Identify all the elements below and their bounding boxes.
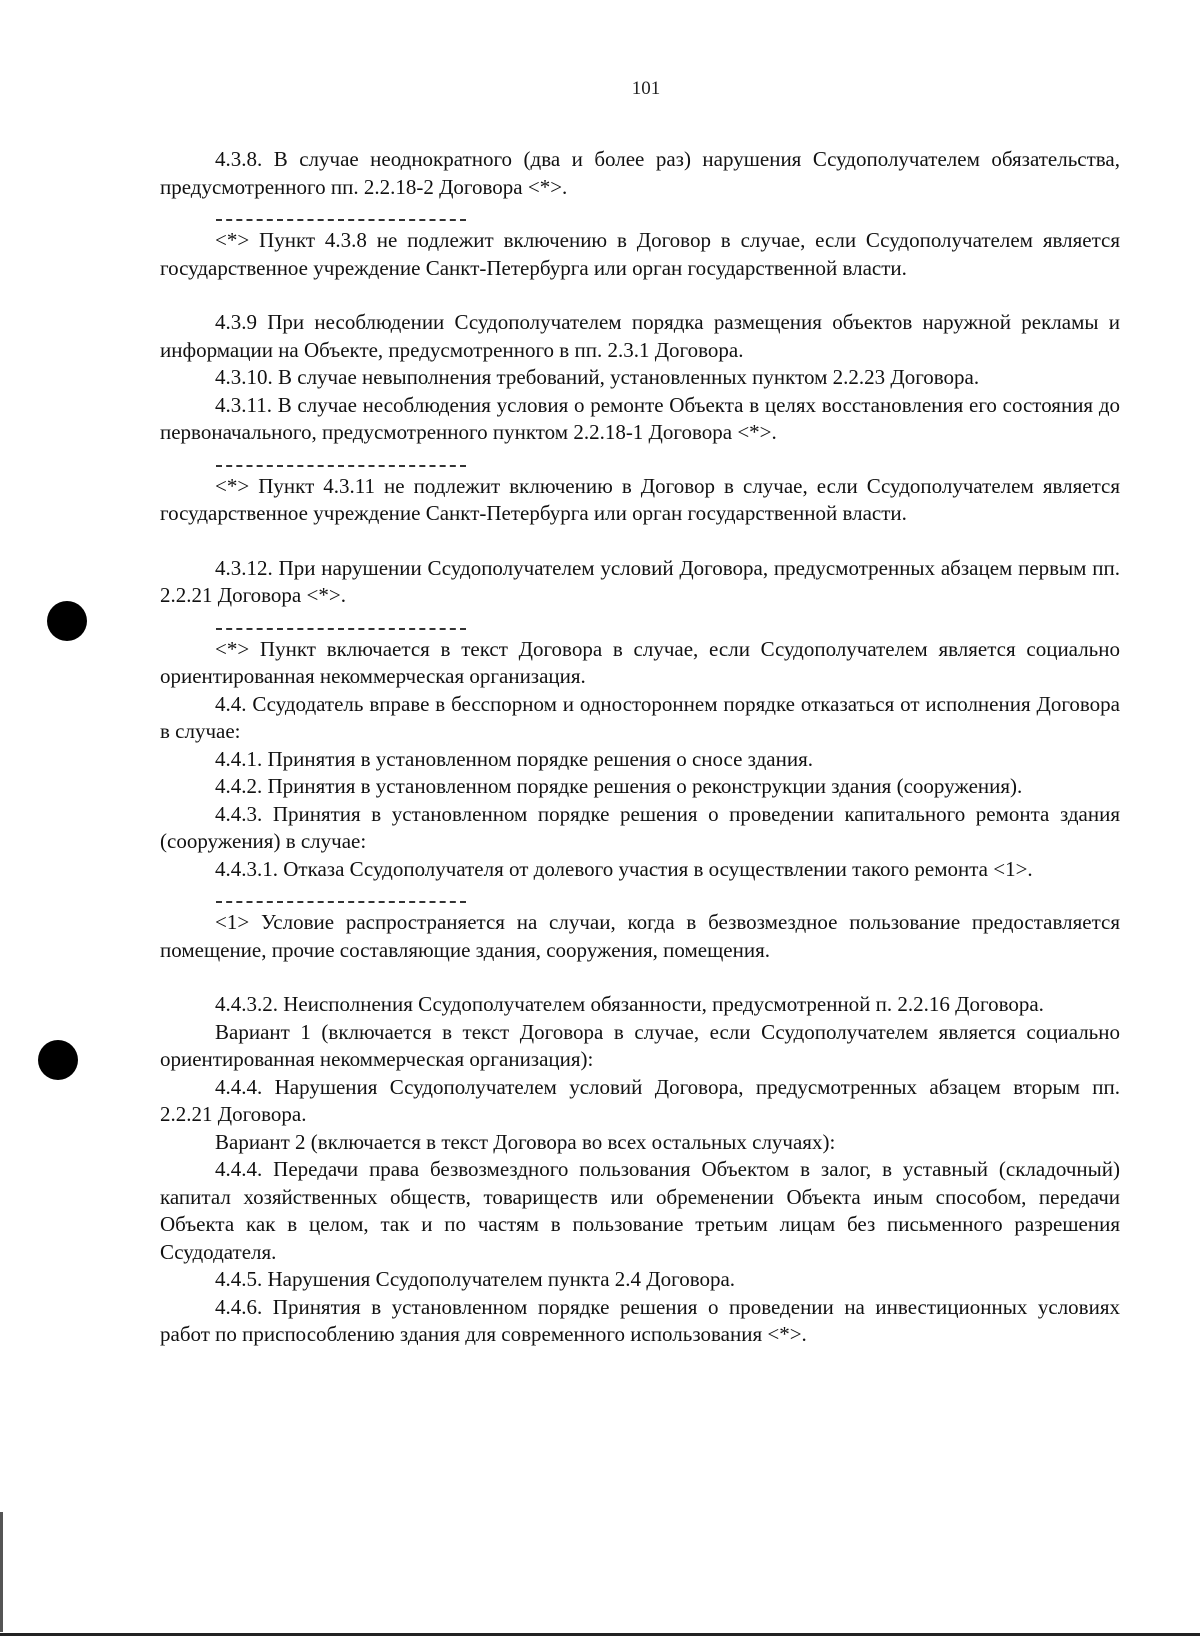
variant-1-note: Вариант 1 (включается в текст Договора в случае, если Ссудополучателем является социально ориентированная некоммерческая организация):	[160, 1019, 1120, 1071]
variant-2-note: Вариант 2 (включается в текст Договора во всех остальных случаях):	[215, 1129, 836, 1154]
document-body	[160, 146, 1120, 1349]
clause-4-4-2: 4.4.2. Принятия в установленном порядке решения о реконструкции здания (сооружения).	[215, 774, 1023, 798]
footnote-separator	[216, 453, 466, 467]
clause-4-3-8: 4.3.8. В случае неоднократного (два и более раз) нарушения Ссудополучателем обязательства, предусмотренного пп. 2.2.18-2 Договора <*>.	[160, 147, 1120, 199]
clause-4-4-3-2: 4.4.3.2. Неисполнения Ссудополучателем обязанности, предусмотренной п. 2.2.16 Договора.	[215, 992, 1044, 1016]
clause-4-3-10: 4.3.10. В случае невыполнения требований, установленных пунктом 2.2.23 Договора.	[215, 365, 980, 389]
footnote-separator	[216, 889, 466, 903]
footnote-4-3-8: <*> Пункт 4.3.8 не подлежит включению в Договор в случае, если Ссудополучателем является государственное учреждение Санкт-Петербурга или орган государственной власти.	[160, 228, 1120, 280]
clause-4-4-3: 4.4.3. Принятия в установленном порядке решения о проведении капитального ремонта здания (сооружения) в случае:	[160, 801, 1120, 853]
spacer	[160, 282, 1120, 309]
footnote-1: <1> Условие распространяется на случаи, когда в безвозмездное пользование предоставляется помещение, прочие составляющие здания, сооружения, помещения.	[160, 910, 1120, 962]
clause-4-4-5: 4.4.5. Нарушения Ссудополучателем пункта 2.4 Договора.	[215, 1267, 736, 1291]
clause-4-4-4-variant-2: 4.4.4. Передачи права безвозмездного пользования Объектом в залог, в уставный (складочный) капитал хозяйственных обществ, товариществ или обременении Объекта иным способом, передачи Объекта как в целом, так и по частям в пользование третьим лицам без письменного разрешения Ссудодателя.	[160, 1157, 1120, 1264]
clause-4-3-9: 4.3.9 При несоблюдении Ссудополучателем порядка размещения объектов наружной рекламы и информации на Объекте, предусмотренного в пп. 2.3.1 Договора.	[160, 310, 1120, 362]
clause-4-4-6: 4.4.6. Принятия в установленном порядке решения о проведении на инвестиционных условиях работ по приспособлению здания для современного использования <*>.	[160, 1294, 1120, 1346]
clause-4-3-11: 4.3.11. В случае несоблюдения условия о ремонте Объекта в целях восстановления его состояния до первоначального, предусмотренного пунктом 2.2.18-1 Договора <*>.	[160, 392, 1120, 444]
spacer	[160, 964, 1120, 991]
clause-4-4-1: 4.4.1. Принятия в установленном порядке решения о сносе здания.	[215, 746, 813, 771]
punch-hole	[38, 1040, 78, 1080]
clause-4-4: 4.4. Ссудодатель вправе в бесспорном и одностороннем порядке отказаться от исполнения Договора в случае:	[160, 691, 1120, 743]
clause-4-3-12: 4.3.12. При нарушении Ссудополучателем условий Договора, предусмотренных абзацем первым пп. 2.2.21 Договора <*>.	[160, 555, 1120, 607]
footnote-4-3-12: <*> Пункт включается в текст Договора в случае, если Ссудополучателем является социально ориентированная некоммерческая организация.	[160, 636, 1120, 688]
clause-4-4-3-1: 4.4.3.1. Отказа Ссудополучателя от долевого участия в осуществлении такого ремонта <1>.	[215, 856, 1033, 881]
footnote-separator	[216, 207, 466, 221]
footnote-separator	[216, 616, 466, 630]
spacer	[160, 528, 1120, 555]
scan-edge-line	[0, 1512, 3, 1632]
punch-hole	[47, 601, 87, 641]
footnote-4-3-11: <*> Пункт 4.3.11 не подлежит включению в Договор в случае, если Ссудополучателем является государственное учреждение Санкт-Петербурга или орган государственной власти.	[160, 473, 1120, 525]
page-number: 101	[631, 78, 661, 99]
scan-bottom-line	[0, 1633, 1200, 1636]
clause-4-4-4-variant-1: 4.4.4. Нарушения Ссудополучателем условий Договора, предусмотренных абзацем вторым пп. 2.2.21 Договора.	[160, 1074, 1120, 1126]
